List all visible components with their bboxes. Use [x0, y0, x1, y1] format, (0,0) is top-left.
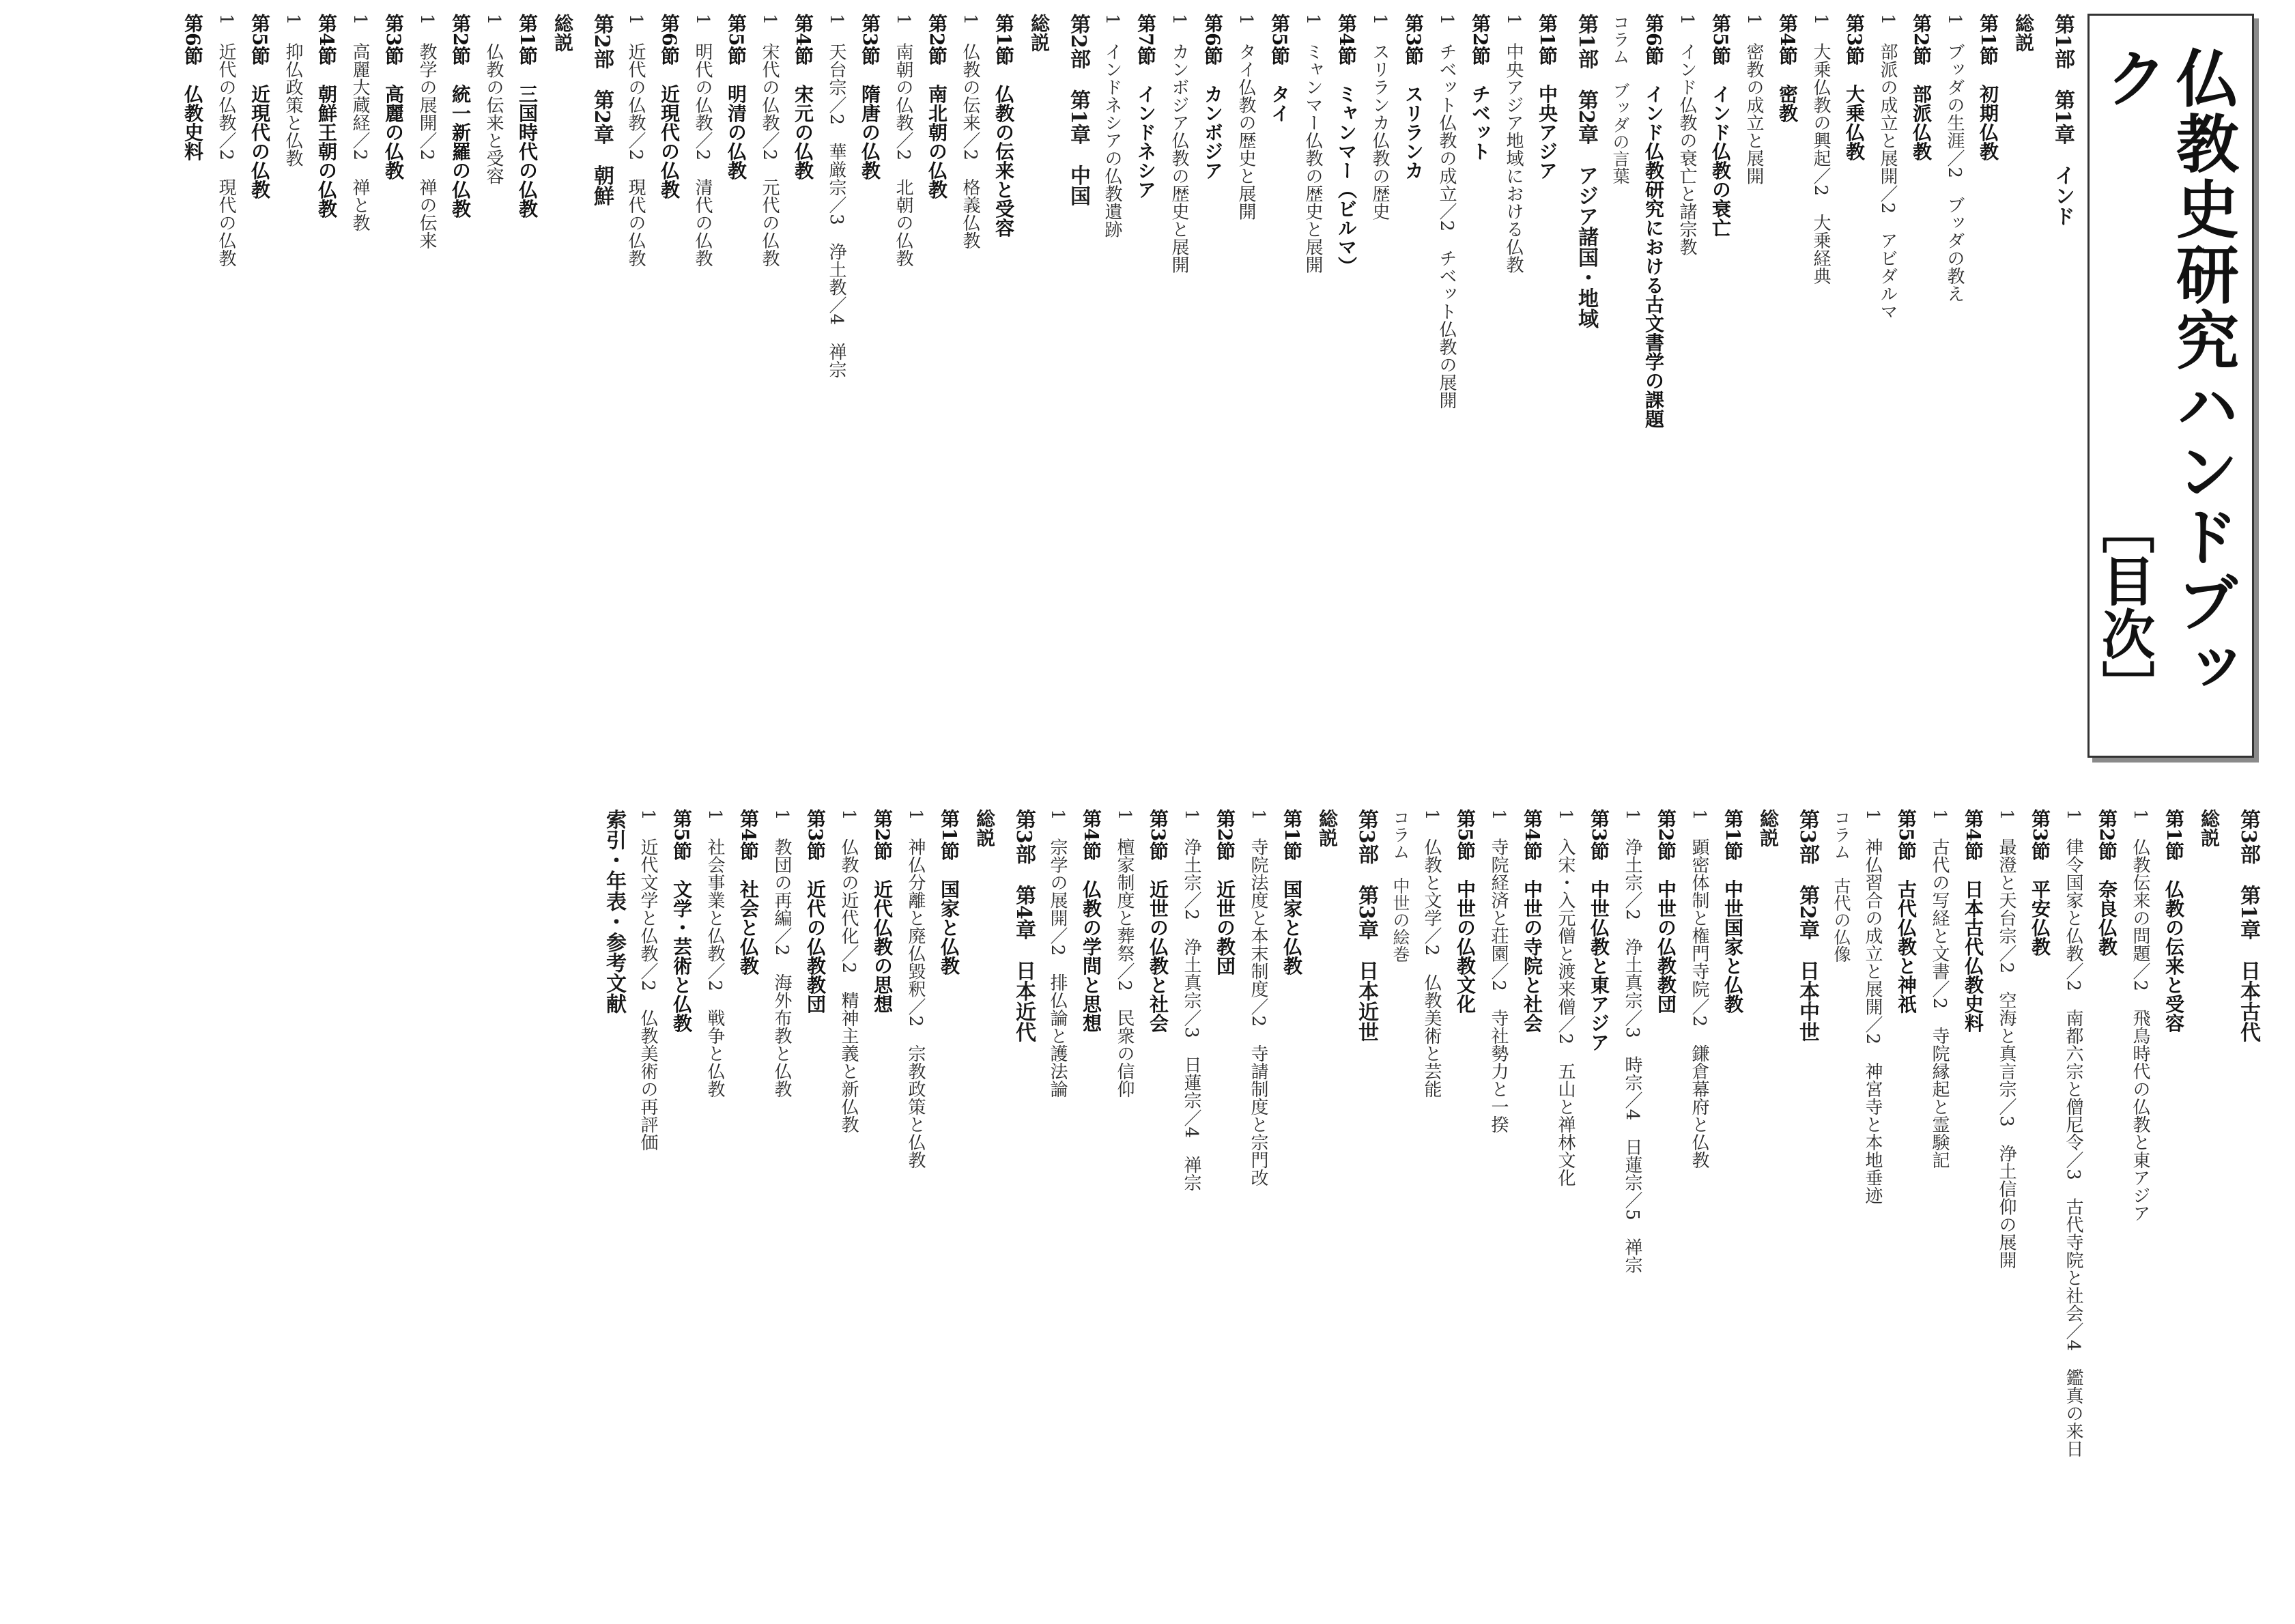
toc-item-entry: 1 神仏習合の成立と展開／2 神宮寺と本地垂迹: [1862, 809, 1883, 1205]
toc-section-entry: 第1節 三国時代の仏教: [516, 14, 539, 218]
toc-section-entry: 第5節 文学・芸術と仏教: [670, 809, 693, 1033]
toc-gen-entry: 総説: [1757, 809, 1780, 847]
toc-author-entry: コラム ブッダの言葉: [1610, 14, 1630, 184]
toc-section-entry: 第4節 宋元の仏教: [792, 14, 814, 180]
toc-section-entry: 第4節 朝鮮王朝の仏教: [315, 14, 338, 218]
toc-section-entry: 第6節 カンボジア: [1201, 14, 1224, 180]
toc-item-entry: 1 仏教と文学／2 仏教美術と芸能: [1421, 809, 1442, 1098]
toc-section-entry: 第1節 国家と仏教: [1281, 809, 1303, 975]
toc-section-entry: 第3節 隋唐の仏教: [859, 14, 881, 180]
toc-part-entry: 第2部 第2章 朝鮮: [590, 14, 614, 206]
toc-item-entry: 1 古代の写経と文書／2 寺院縁起と霊験記: [1929, 809, 1950, 1169]
toc-section-entry: 第3節 近代の仏教教団: [804, 809, 827, 1014]
toc-item-entry: 1 明代の仏教／2 清代の仏教: [692, 14, 713, 268]
toc-section-entry: 第5節 中世の仏教文化: [1454, 809, 1477, 1014]
toc-section-entry: 第5節 近現代の仏教: [248, 14, 271, 199]
toc-item-entry: 1 インド仏教の衰亡と諸宗教: [1677, 14, 1697, 256]
toc-section-entry: 第1節 国家と仏教: [938, 809, 960, 975]
toc-item-entry: 1 高麗大蔵経／2 禅と教: [350, 14, 370, 232]
title-box: [2087, 14, 2254, 758]
toc-section-entry: 第2節 中世の仏教教団: [1655, 809, 1677, 1014]
toc-upper-block: [0, 14, 2081, 806]
toc-section-entry: 第1節 仏教の伝来と受容: [2163, 809, 2185, 1033]
toc-section-entry: 第5節 インド仏教の衰亡: [1709, 14, 1732, 238]
toc-item-entry: 1 密教の成立と展開: [1743, 14, 1764, 185]
toc-item-entry: 1 中央アジア地域における仏教: [1503, 14, 1524, 274]
toc-gen-entry: 総説: [2198, 809, 2221, 847]
toc-section-entry: 第3節 中世仏教と東アジア: [1588, 809, 1610, 1052]
toc-section-entry: 第3節 大乗仏教: [1843, 14, 1866, 161]
book-title: 仏教史研究ハンドブック: [2095, 46, 2240, 701]
toc-item-entry: 1 神仏分離と廃仏毀釈／2 宗教政策と仏教: [905, 809, 926, 1169]
toc-section-entry: 第2節 近世の教団: [1214, 809, 1236, 975]
toc-section-entry: 第3節 高麗の仏教: [382, 14, 405, 180]
toc-part-entry: 第3部 第3章 日本近世: [1354, 809, 1378, 1042]
toc-section-entry: 第1節 中世国家と仏教: [1722, 809, 1744, 1014]
toc-section-entry: 第1節 仏教の伝来と受容: [993, 14, 1015, 238]
toc-part-entry: 索引・年表・参考文献: [602, 809, 626, 1014]
toc-section-entry: 第6節 近現代の仏教: [658, 14, 681, 199]
toc-item-entry: 1 近代の仏教／2 現代の仏教: [625, 14, 646, 268]
toc-part-entry: 第1部 第2章 アジア諸国・地域: [1574, 14, 1598, 329]
toc-part-entry: 第3部 第4章 日本近代: [1012, 809, 1036, 1042]
toc-section-entry: 第2節 統一新羅の仏教: [449, 14, 472, 218]
toc-item-entry: 1 浄土宗／2 浄土真宗／3 時宗／4 日蓮宗／5 禅宗: [1622, 809, 1642, 1274]
toc-item-entry: 1 インドネシアの仏教遺跡: [1102, 14, 1122, 238]
toc-gen-entry: 総説: [973, 809, 996, 847]
toc-part-entry: 第3部 第2章 日本中世: [1795, 809, 1819, 1042]
toc-item-entry: 1 仏教の近代化／2 精神主義と新仏教: [838, 809, 859, 1134]
toc-section-entry: 第2節 部派仏教: [1910, 14, 1933, 161]
toc-section-entry: 第5節 タイ: [1268, 14, 1291, 123]
toc-item-entry: 1 カンボジア仏教の歴史と展開: [1169, 14, 1189, 274]
toc-part-entry: 第3部 第1章 日本古代: [2236, 809, 2260, 1042]
toc-item-entry: 1 最澄と天台宗／2 空海と真言宗／3 浄土信仰の展開: [1996, 809, 2016, 1269]
toc-item-entry: 1 顕密体制と権門寺院／2 鎌倉幕府と仏教: [1689, 809, 1709, 1169]
toc-item-entry: 1 大乗仏教の興起／2 大乗経典: [1810, 14, 1831, 285]
toc-section-entry: 第4節 中世の寺院と社会: [1521, 809, 1543, 1033]
toc-section-entry: 第3節 スリランカ: [1402, 14, 1425, 180]
toc-item-entry: 1 スリランカ仏教の歴史: [1369, 14, 1390, 220]
toc-section-entry: 第2節 南北朝の仏教: [926, 14, 948, 199]
toc-section-entry: 第1節 初期仏教: [1977, 14, 1999, 161]
toc-section-entry: 第4節 ミャンマー（ビルマ）: [1335, 14, 1358, 276]
toc-item-entry: 1 檀家制度と葬祭／2 民衆の信仰: [1114, 809, 1135, 1098]
toc-part-entry: 第1部 第1章 インド: [2051, 14, 2075, 227]
toc-section-entry: 第6節 仏教史料: [182, 14, 204, 161]
toc-item-entry: 1 仏教伝来の問題／2 飛鳥時代の仏教と東アジア: [2130, 809, 2150, 1223]
toc-item-entry: 1 近代の仏教／2 現代の仏教: [216, 14, 236, 268]
toc-section-entry: 第5節 古代仏教と神祇: [1895, 809, 1918, 1014]
toc-item-entry: 1 寺院法度と本末制度／2 寺請制度と宗門改: [1248, 809, 1268, 1187]
toc-item-entry: 1 入宋・入元僧と渡来僧／2 五山と禅林文化: [1555, 809, 1576, 1187]
toc-item-entry: 1 チベット仏教の成立／2 チベット仏教の展開: [1436, 14, 1457, 410]
toc-section-entry: 第1節 中央アジア: [1536, 14, 1558, 180]
toc-item-entry: 1 社会事業と仏教／2 戦争と仏教: [704, 809, 725, 1098]
toc-item-entry: 1 教団の再編／2 海外布教と仏教: [771, 809, 792, 1098]
toc-item-entry: 1 ミャンマー仏教の歴史と展開: [1302, 14, 1323, 274]
toc-section-entry: 第2節 近代仏教の思想: [871, 809, 894, 1014]
toc-item-entry: 1 浄土宗／2 浄土真宗／3 日蓮宗／4 禅宗: [1181, 809, 1201, 1192]
toc-item-entry: 1 天台宗／2 華厳宗／3 浄土教／4 禅宗: [826, 14, 846, 379]
toc-section-entry: 第4節 日本古代仏教史料: [1962, 809, 1984, 1033]
toc-part-entry: 第2部 第1章 中国: [1066, 14, 1090, 206]
toc-item-entry: 1 近代文学と仏教／2 仏教美術の再評価: [638, 809, 658, 1152]
toc-item-entry: 1 ブッダの生涯／2 ブッダの教え: [1944, 14, 1965, 303]
toc-item-entry: 1 仏教の伝来／2 格義仏教: [960, 14, 980, 250]
toc-author-entry: コラム 古代の仏像: [1831, 809, 1851, 963]
toc-section-entry: 第4節 密教: [1776, 14, 1799, 123]
toc-gen-entry: 総説: [1028, 14, 1051, 52]
toc-lower-block: [82, 809, 2266, 1614]
toc-author-entry: コラム 中世の絵巻: [1391, 809, 1410, 963]
toc-item-entry: 1 抑仏政策と仏教: [283, 14, 303, 167]
toc-section-entry: 第4節 社会と仏教: [737, 809, 760, 975]
toc-section-entry: 第3節 近世の仏教と社会: [1147, 809, 1169, 1033]
toc-item-entry: 1 寺院経済と荘園／2 寺社勢力と一揆: [1488, 809, 1509, 1134]
toc-item-entry: 1 宗学の展開／2 排仏論と護法論: [1047, 809, 1068, 1098]
toc-item-entry: 1 仏教の伝来と受容: [483, 14, 504, 185]
toc-item-entry: 1 南朝の仏教／2 北朝の仏教: [893, 14, 913, 268]
toc-item-entry: 1 部派の成立と展開／2 アビダルマ: [1877, 14, 1898, 321]
toc-section-entry: 第2節 奈良仏教: [2096, 809, 2118, 956]
toc-item-entry: 1 宋代の仏教／2 元代の仏教: [759, 14, 780, 268]
toc-section-entry: 第2節 チベット: [1469, 14, 1492, 161]
toc-section-entry: 第7節 インドネシア: [1135, 14, 1157, 199]
toc-section-entry: 第5節 明清の仏教: [725, 14, 747, 180]
toc-item-entry: 1 律令国家と仏教／2 南都六宗と僧尼令／3 古代寺院と社会／4 鑑真の来日: [2063, 809, 2083, 1458]
book-subtitle: ［目次］: [2093, 500, 2155, 713]
toc-gen-entry: 総説: [2012, 14, 2035, 52]
toc-item-entry: 1 教学の展開／2 禅の伝来: [416, 14, 437, 250]
toc-section-entry: 第3節 平安仏教: [2029, 809, 2051, 956]
toc-item-entry: 1 タイ仏教の歴史と展開: [1236, 14, 1256, 220]
toc-gen-entry: 総説: [552, 14, 574, 52]
toc-section-entry: 第4節 仏教の学問と思想: [1080, 809, 1102, 1033]
toc-section-entry: 第6節 インド仏教研究における古文書学の課題: [1642, 14, 1665, 429]
toc-gen-entry: 総説: [1316, 809, 1339, 847]
